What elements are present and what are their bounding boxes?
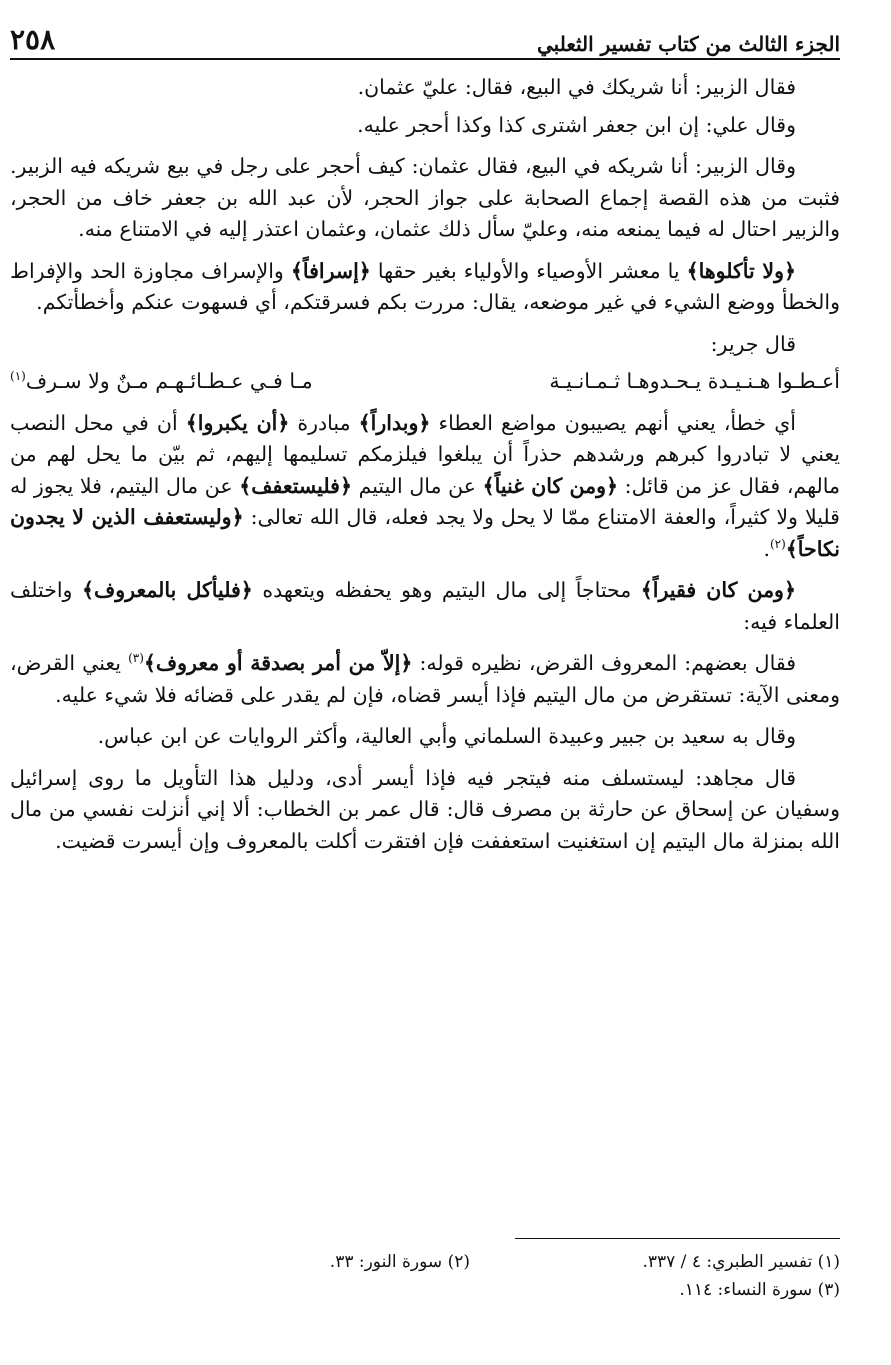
footnote-1: (١) تفسير الطبري: ٤ / ٣٣٧. [642,1252,840,1272]
quran-quote: ﴿ومن كان غنياً﴾ [482,473,619,498]
footnote-row [10,1276,840,1304]
paragraph [10,256,840,319]
verse-second-hemistich-wrap [10,366,313,398]
footnote-rule [515,1238,840,1239]
text-run: واختلف العلماء فيه: [10,578,840,634]
text-run: والإسراف مجاوزة الحد والإفراط والخطأ ووضع الشيء في غير موضعه، يقال: مررت بكم فسرقتكم، أي فسهوت عنكم وأخطأتكم. [10,258,840,314]
quran-quote: ﴿إسرافاً﴾ [290,258,371,283]
quran-quote: ﴿أن يكبروا﴾ [185,410,290,435]
text-run: فقال بعضهم: المعروف القرض، نظيره قوله: [412,651,796,675]
footnote-ref: (٢) [769,536,786,551]
paragraph [10,408,840,566]
verse-second-hemistich: مـا فـي عـطـائـهـم مـنٌ ولا سـرف [25,369,313,393]
footnote-row [10,1248,840,1276]
paragraph: وقال به سعيد بن جبير وعبيدة السلماني وأبي العالية، وأكثر الروايات عن ابن عباس. [97,724,796,748]
verse-first-hemistich: أعـطـوا هـنـيـدة يـحـدوهـا ثـمـانـيـة [549,369,840,393]
footnotes [10,1248,840,1304]
running-title: الجزء الثالث من كتاب تفسير الثعلبي [537,32,840,56]
paragraph: فقال الزبير: أنا شريكك في البيع، فقال: عليّ عثمان. [357,75,796,99]
paragraph: وقال الزبير: أنا شريكه في البيع، فقال عثمان: كيف أحجر على رجل في بيع شريكه فيه الزبير. فثبت من هذه القصة إجماع الصحابة على جواز الحجر، لأن عبد الله بن جعفر خاف من الحجر، والزبير احتال له فيما يمنعه منه، وعليّ سأل ذلك عثمان، وعثمان اعتذر إليه في الامتناع منه. [10,154,840,241]
text-run: أي خطأ، يعني أنهم يصيبون مواضع العطاء [430,410,796,435]
text-run: يا معشر الأوصياء والأولياء بغير حقها [370,258,687,283]
footnote-2: (٢) سورة النور: ٣٣. [329,1252,470,1272]
quran-quote: ﴿فليستعفف﴾ [239,473,352,498]
poetry-verse [10,366,840,398]
quran-quote: ﴿وليستعفف الذين لا يجدون نكاحاً﴾ [10,505,840,561]
text-run: عن مال اليتيم [351,473,483,498]
quran-quote: ﴿ولا تأكلوها﴾ [686,258,796,283]
page-number: ٢٥٨ [10,23,56,56]
text-run: محتاجاً إلى مال اليتيم وهو يحفظه ويتعهده [252,578,641,602]
quran-quote: ﴿فليأكل بالمعروف﴾ [81,578,253,602]
footnote-ref: (١) [10,369,26,384]
text-run: مبادرة [289,410,359,435]
paragraph [10,575,840,638]
text-run: أن في محل النصب يعني لا تبادروا كبرهم ورشدهم حذراً أن يبلغوا فيلزمكم تسليمها إليهم، ثم بيّن ما يحل لهم من مالهم، فقال عز من قائل: [10,410,841,498]
paragraph [10,648,840,711]
quran-quote: ﴿وبداراً﴾ [358,410,431,435]
footnote-ref: (٣) [128,651,144,666]
main-text [10,72,840,867]
quran-quote: ﴿ومن كان فقيراً﴾ [640,578,796,602]
paragraph: قال مجاهد: ليستسلف منه فيتجر فيه فإذا أيسر أدى، ودليل هذا التأويل ما روى إسرائيل وسفيان عن إسحاق عن حارثة بن مصرف قال: قال عمر بن الخطاب: ألا إني أنزلت نفسي من مال الله بمنزلة مال اليتيم إن استغنيت استعففت فإن افتقرت أكلت بالمعروف وإن أيسرت قضيت. [10,765,840,853]
page-header [10,14,840,54]
quran-quote: ﴿إلاّ من أمر بصدقة أو معروف﴾ [143,651,413,675]
header-rule [10,58,840,60]
text-run: يعني القرض، ومعنى الآية: تستقرض من مال اليتيم فإذا أيسر قضاه، فإن لم يقدر على قضائه فلا شيء عليه. [10,651,840,707]
text-run: . [763,536,770,561]
paragraph: وقال علي: إن ابن جعفر اشترى كذا وكذا أحجر عليه. [357,112,796,137]
paragraph: قال جرير: [710,331,796,356]
text-run: عن مال اليتيم، فلا يجوز له قليلا ولا كثيراً، والعفة الامتناع ممّا لا يحل ولا يجد فعله، قال الله تعالى: [10,473,840,529]
footnote-3: (٣) سورة النساء: ١١٤. [679,1280,840,1300]
